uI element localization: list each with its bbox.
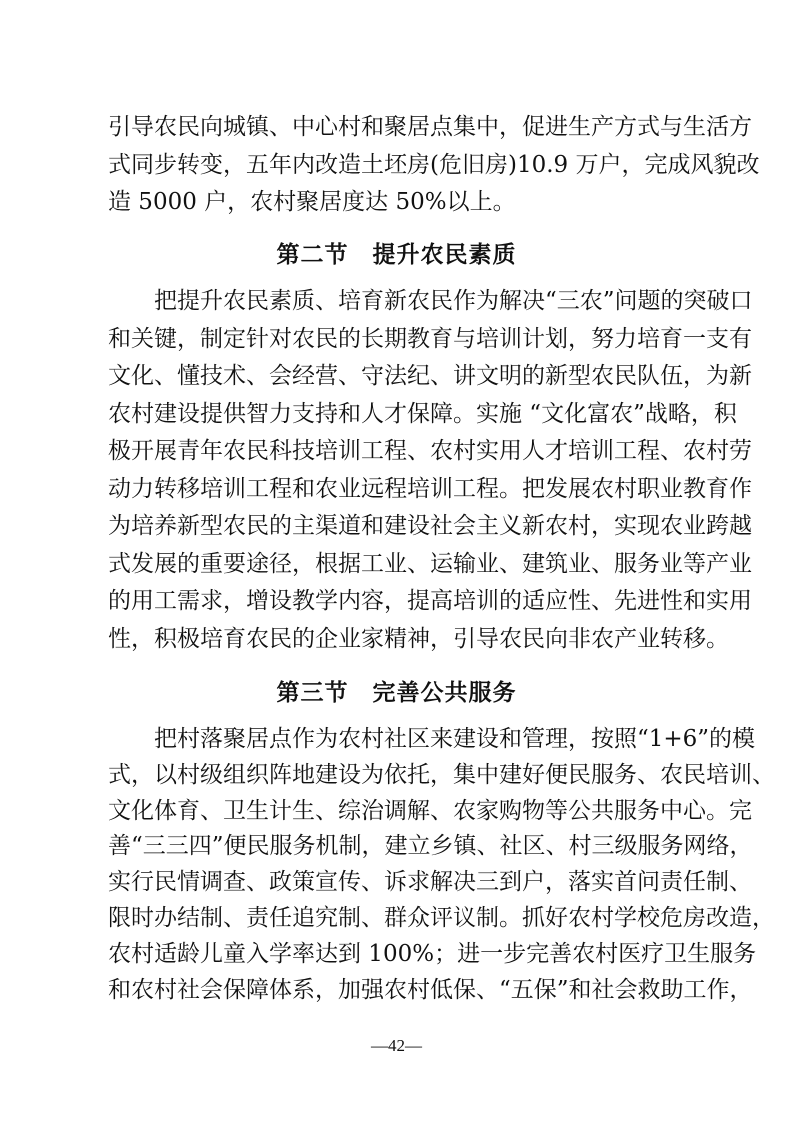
text-line: 和农村社会保障体系，加强农村低保、“五保”和社会救助工作， [108,976,753,1003]
section-heading-3 [0,674,793,707]
section-title: 提升农民素质 [372,242,517,268]
text-line: 善“三三四”便民服务机制，建立乡镇、社区、村三级服务网络， [108,833,753,860]
paragraph-1 [108,109,760,222]
paragraph-2 [108,283,753,658]
text-line: 把村落聚居点作为农村社区来建设和管理，按照“1+6”的模 [154,726,756,752]
section-heading-2 [0,236,793,269]
text-line: 的用工需求，增设教学内容，提高培训的适应性、先进性和实用 [108,588,752,614]
text-line: 把提升农民素质、培育新农民作为解决“三农”问题的突破口 [154,288,753,314]
text-line: 实行民情调查、政策宣传、诉求解决三到户，落实首问责任制、 [108,869,752,896]
text-line: 式发展的重要途径，根据工业、运输业、建筑业、服务业等产业 [108,550,752,577]
section-title: 完善公共服务 [372,680,517,706]
text-line: 式，以村级组织阵地建设为依托，集中建好便民服务、农民培训、 [108,761,775,788]
text-line: 限时办结制、责任追究制、群众评议制。抓好农村学校危房改造， [108,904,775,931]
text-line: 农村建设提供智力支持和人才保障。实施 “文化富农”战略，积 [108,400,737,427]
text-line: 引导农民向城镇、中心村和聚居点集中，促进生产方式与生活方 [108,114,752,140]
paragraph-3 [108,722,775,1008]
page-number: —42— [371,1036,422,1055]
text-line: 极开展青年农民科技培训工程、农村实用人才培训工程、农村劳 [108,438,752,464]
text-line: 农村适龄儿童入学率达到 100%；进一步完善农村医疗卫生服务 [108,940,757,967]
section-number: 第二节 [276,242,349,268]
text-line: 动力转移培训工程和农业远程培训工程。把发展农村职业教育作 [108,475,752,502]
text-line: 文化体育、卫生计生、综治调解、农家购物等公共服务中心。完 [108,797,752,824]
text-line: 文化、懂技术、会经营、守法纪、讲文明的新型农民队伍，为新 [108,363,752,389]
text-line: 和关键，制定针对农民的长期教育与培训计划，努力培育一支有 [108,325,752,352]
text-line: 式同步转变，五年内改造土坯房(危旧房)10.9 万户，完成风貌改 [108,151,760,178]
text-line: 为培养新型农民的主渠道和建设社会主义新农村，实现农业跨越 [108,513,752,539]
text-line: 造 5000 户，农村聚居度达 50%以上。 [108,189,516,215]
text-line: 性，积极培育农民的企业家精神，引导农民向非农产业转移。 [108,625,729,652]
section-number: 第三节 [276,680,349,706]
